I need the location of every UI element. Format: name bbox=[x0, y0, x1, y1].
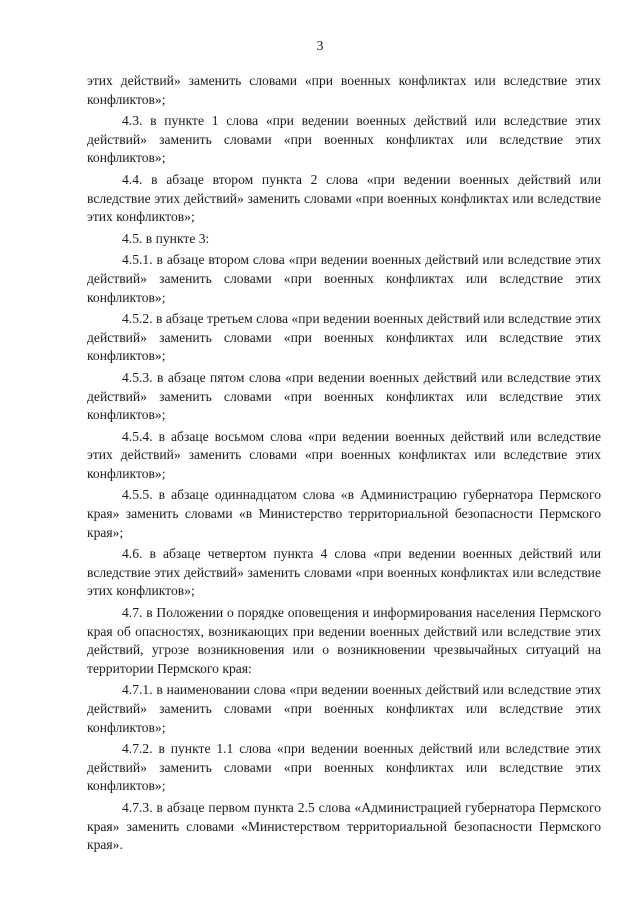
paragraph-4-6: 4.6. в абзаце четвертом пункта 4 слова «при ведении военных действий или вследствие этих действий» заменить словами «при военных конфликтах или вследствие этих конфликтов»; bbox=[87, 546, 601, 599]
paragraph-4-4: 4.4. в абзаце втором пункта 2 слова «при ведении военных действий или вследствие этих действий» заменить словами «при военных конфликтах или вследствие этих конфликтов»; bbox=[87, 171, 601, 225]
paragraph-4-5-2: 4.5.2. в абзаце третьем слова «при ведении военных действий или вследствие этих действий» заменить словами «при военных конфликтах или вследствие этих конфликтов»; bbox=[87, 311, 601, 364]
document-body bbox=[87, 72, 601, 858]
paragraph-4-5-4: 4.5.4. в абзаце восьмом слова «при ведении военных действий или вследствие этих действий» заменить словами «при военных конфликтах или вследствие этих конфликтов»; bbox=[87, 428, 601, 481]
paragraph-4-5-5: 4.5.5. в абзаце одиннадцатом слова «в Администрацию губернатора Пермского края» заменить словами «в Министерство территориальной безопасности Пермского края»; bbox=[87, 487, 601, 540]
paragraph-continuation: этих действий» заменить словами «при военных конфликтах или вследствие этих конфликтов»; bbox=[87, 73, 601, 107]
paragraph-4-7: 4.7. в Положении о порядке оповещения и информирования населения Пермского края об опасностях, возникающих при ведении военных действий или вследствие этих действий, угрозе возникновения или о возникновении чрезвычайных ситуаций на территории Пермского края: bbox=[87, 605, 601, 676]
paragraph-4-7-3: 4.7.3. в абзаце первом пункта 2.5 слова «Администрацией губернатора Пермского края» заменить словами «Министерством территориальной безопасности Пермского края». bbox=[87, 799, 601, 853]
paragraph-4-5: 4.5. в пункте 3: bbox=[122, 230, 210, 246]
paragraph-4-5-3: 4.5.3. в абзаце пятом слова «при ведении военных действий или вследствие этих действий» заменить словами «при военных конфликтах или вследствие этих конфликтов»; bbox=[87, 369, 601, 423]
page-number: 3 bbox=[316, 39, 324, 54]
paragraph-4-3: 4.3. в пункте 1 слова «при ведении военных действий или вследствие этих действий» заменить словами «при военных конфликтах или вследствие этих конфликтов»; bbox=[87, 113, 601, 166]
paragraph-4-7-2: 4.7.2. в пункте 1.1 слова «при ведении военных действий или вследствие этих действий» заменить словами «при военных конфликтах или вследствие этих конфликтов»; bbox=[87, 741, 601, 794]
paragraph-4-7-1: 4.7.1. в наименовании слова «при ведении военных действий или вследствие этих действий» заменить словами «при военных конфликтах или вследствие этих конфликтов»; bbox=[87, 682, 601, 735]
paragraph-4-5-1: 4.5.1. в абзаце втором слова «при ведении военных действий или вследствие этих действий» заменить словами «при военных конфликтах или вследствие этих конфликтов»; bbox=[87, 252, 601, 305]
